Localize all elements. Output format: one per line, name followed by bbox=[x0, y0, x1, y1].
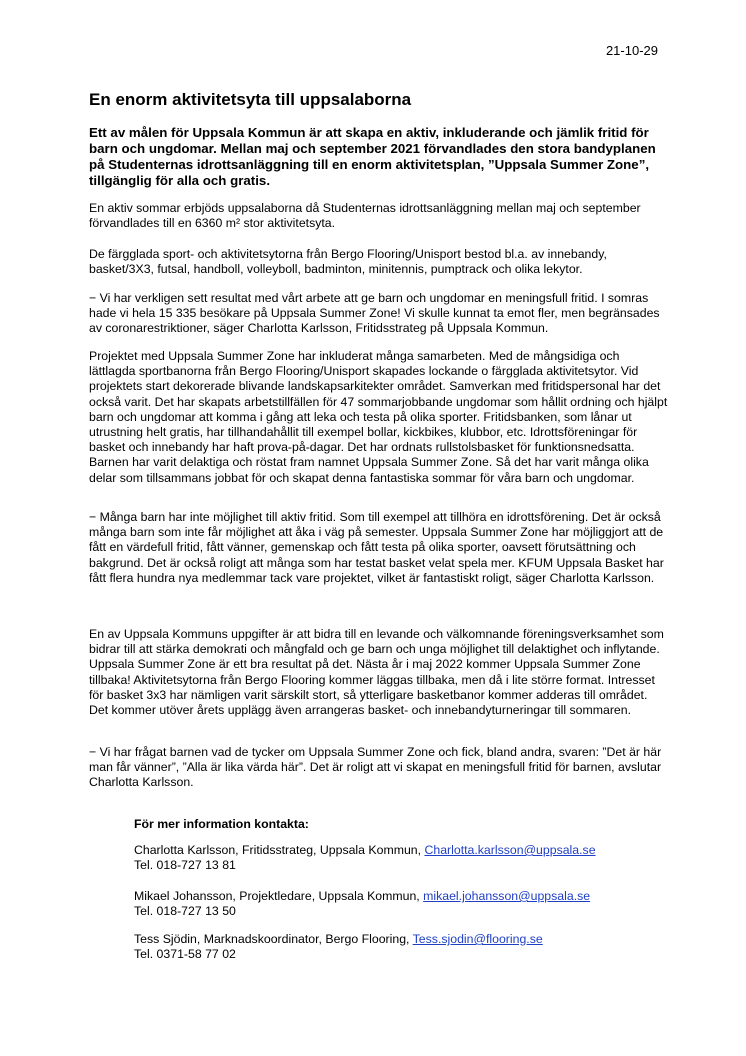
contact-phone: Tel. 018-727 13 81 bbox=[134, 858, 236, 873]
contact-person-3 bbox=[134, 932, 654, 962]
body-paragraph-1: En aktiv sommar erbjöds uppsalaborna då Studenternas idrottsanläggning mellan maj och september förvandlades till en 6360 m² stor aktivitetsyta. bbox=[89, 201, 641, 231]
contact-heading-text: För mer information kontakta: bbox=[134, 817, 309, 831]
document-title: En enorm aktivitetsyta till uppsalaborna bbox=[89, 90, 412, 109]
quote-paragraph-2: − Många barn har inte möjlighet till aktiv fritid. Som till exempel att tillhöra en idrottsförening. Det är också många barn som inte får möjlighet att åka i väg på semester. Uppsala Summer Zone har möjliggjort att de fått en värdefull fritid, fått vänner, gemenskap och fått testa på olika sporter, oavsett förutsättning och bakgrund. Det är också roligt att många som har testat basket velat spela mer. KFUM Uppsala Basket har fått flera hundra nya medlemmar tack vare projektet, vilket är fantastiskt roligt, säger Charlotta Karlsson. bbox=[89, 510, 664, 585]
contact-phone: Tel. 0371-58 77 02 bbox=[134, 947, 236, 962]
contact-person-1 bbox=[134, 843, 654, 873]
contact-description: Mikael Johansson, Projektledare, Uppsala Kommun, bbox=[134, 889, 424, 903]
contact-description: Tess Sjödin, Marknadskoordinator, Bergo Flooring, bbox=[134, 932, 413, 946]
quote-paragraph-3: − Vi har frågat barnen vad de tycker om Uppsala Summer Zone och fick, bland andra, svaren: ”Det är här man får vänner”, ”Alla är lika värda här”. Det är roligt att vi skapat en meningsfull fritid för barnen, avslutar Charlotta Karlsson. bbox=[89, 745, 662, 790]
contact-description: Charlotta Karlsson, Fritidsstrateg, Uppsala Kommun, bbox=[134, 843, 425, 857]
contact-line bbox=[134, 843, 654, 858]
contact-phone: Tel. 018-727 13 50 bbox=[134, 904, 236, 919]
body-paragraph-2: De färgglada sport- och aktivitetsytorna från Bergo Flooring/Unisport bestod bl.a. av innebandy, basket/3X3, futsal, handboll, volleyboll, badminton, minitennis, pumptrack och olika lekytor. bbox=[89, 247, 607, 277]
email-link[interactable]: mikael.johansson@uppsala.se bbox=[423, 889, 591, 903]
lead-paragraph: Ett av målen för Uppsala Kommun är att skapa en aktiv, inkluderande och jämlik fritid för barn och ungdomar. Mellan maj och september 2021 förvandlades den stora bandyplanen på Studenternas idrottsanläggning till en enorm aktivitetsplan, ”Uppsala Summer Zone”, tillgänglig för alla och gratis. bbox=[89, 125, 656, 188]
email-link[interactable]: Tess.sjodin@flooring.se bbox=[412, 932, 543, 946]
body-paragraph-3: Projektet med Uppsala Summer Zone har inkluderat många samarbeten. Med de mångsidiga och lättlagda sportbanorna från Bergo Flooring/Unisport skapades lockande o färgglada aktivitetsytor. Vid projektets start dekorerade blivande landskapsarkitekter området. Samverkan med fritidspersonal har det också varit. Det har skapats arbetstillfällen för 47 sommarjobbande ungdomar som hållit ordning och hjälpt barn och ungdomar att komma i gång att leka och testa på olika sporter. Fritidsbanken, som lånar ut utrustning helt gratis, har tillhandahållit till exempel bollar, kickbikes, klubbor, etc. Idrottsföreningar för basket och innebandy har haft prova-på-dagar. Det har ordnats rullstolsbasket för funktionsnedsatta. Barnen har varit delaktiga och röstat fram namnet Uppsala Summer Zone. Så det har varit många olika delar som tillsammans jobbat för och skapat denna fantastiska sommar för våra barn och ungdomar. bbox=[89, 349, 668, 485]
document-date: 21-10-29 bbox=[605, 43, 658, 58]
contact-person-2 bbox=[134, 889, 654, 919]
email-link[interactable]: Charlotta.karlsson@uppsala.se bbox=[424, 843, 596, 857]
contact-line bbox=[134, 932, 654, 947]
contact-heading bbox=[134, 817, 654, 832]
contact-line bbox=[134, 889, 654, 904]
body-paragraph-4: En av Uppsala Kommuns uppgifter är att bidra till en levande och välkomnande föreningsverksamhet som bidrar till att stärka demokrati och mångfald och ge barn och unga möjlighet till delaktighet och inflytande. Uppsala Summer Zone är ett bra resultat på det. Nästa år i maj 2022 kommer Uppsala Summer Zone tillbaka! Aktivitetsytorna från Bergo Flooring kommer läggas tillbaka, men då i lite större format. Intresset för basket 3x3 har nämligen varit särskilt stort, så ytterligare basketbanor kommer adderas till området. Det kommer utöver årets upplägg även arrangeras basket- och innebandyturneringar till sommaren. bbox=[89, 627, 664, 718]
quote-paragraph-1: − Vi har verkligen sett resultat med vårt arbete att ge barn och ungdomar en meningsfull fritid. I somras hade vi hela 15 335 besökare på Uppsala Summer Zone! Vi skulle kunnat ta emot fler, men begränsades av coronarestriktioner, säger Charlotta Karlsson, Fritidsstrateg på Uppsala Kommun. bbox=[89, 291, 660, 336]
